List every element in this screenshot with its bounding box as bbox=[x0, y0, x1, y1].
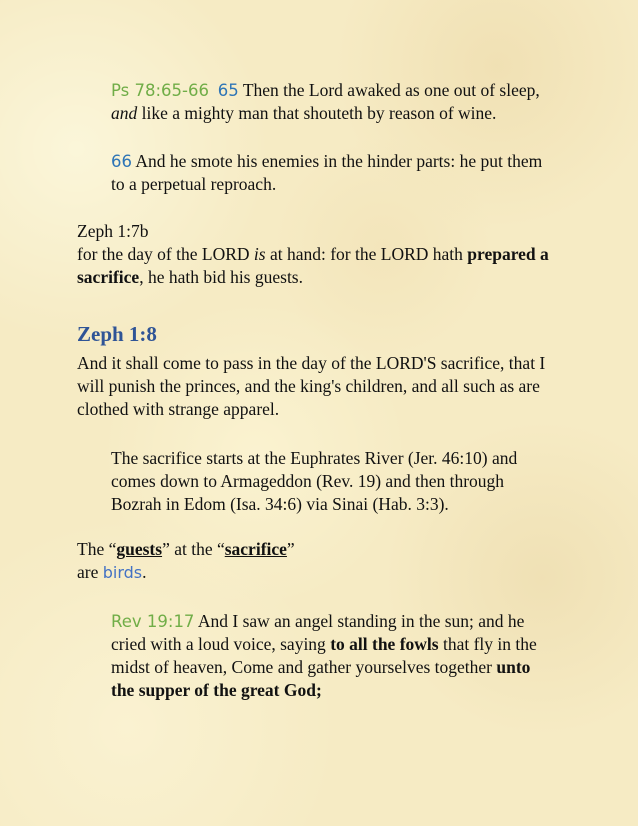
emphasis-bold: to all the fowls bbox=[330, 634, 439, 654]
verse-text: for the day of the LORD is at hand: for the LORD hath prepared a sacrifice, he hath bid his guests. bbox=[77, 244, 549, 287]
commentary-note: The sacrifice starts at the Euphrates River (Jer. 46:10) and comes down to Armageddon (Rev. 19) and then through Bozrah in Edom (Isa. 34:6) via Sinai (Hab. 3:3). bbox=[111, 448, 518, 514]
section-heading: Zeph 1:8 bbox=[77, 322, 157, 346]
italic-word: and bbox=[111, 103, 138, 123]
scripture-reference: Rev 19:17 bbox=[111, 612, 195, 631]
verse-number: 65 bbox=[217, 81, 239, 100]
emphasis-bold: prepared a sacrifice bbox=[77, 244, 549, 287]
italic-word: is bbox=[253, 244, 266, 264]
verse-text: like a mighty man that shouteth by reason of wine. bbox=[137, 103, 497, 123]
psalm-verse-65 bbox=[111, 79, 551, 125]
verse-number: 66 bbox=[111, 152, 132, 171]
guests-statement: The “guests” at the “sacrifice” are birds. bbox=[77, 539, 295, 582]
scripture-reference: Ps 78:65-66 bbox=[111, 81, 210, 100]
birds-word: birds bbox=[102, 563, 143, 582]
verse-text: Then the Lord awaked as one out of sleep, bbox=[238, 80, 540, 100]
sacrifice-word: sacrifice bbox=[224, 539, 287, 559]
rev-19-17-verse: Rev 19:17 And I saw an angel standing in the sun; and he cried with a loud voice, saying to all the fowls that fly in the midst of heaven, Come and gather yourselves together unto the supper of the great God; bbox=[111, 611, 537, 700]
guests-word: guests bbox=[116, 539, 163, 559]
verse-text: And he smote his enemies in the hinder parts: he put them to a perpetual reproach. bbox=[111, 151, 543, 194]
scripture-reference: Zeph 1:7b bbox=[77, 221, 149, 241]
zeph-1-7b-block bbox=[77, 220, 557, 289]
zeph-1-8-text: And it shall come to pass in the day of the LORD'S sacrifice, that I will punish the princes, and the king's children, and all such as are clothed with strange apparel. bbox=[77, 353, 546, 419]
emphasis-bold: unto the supper of the great God; bbox=[111, 657, 531, 700]
psalm-verse-66 bbox=[111, 150, 551, 196]
